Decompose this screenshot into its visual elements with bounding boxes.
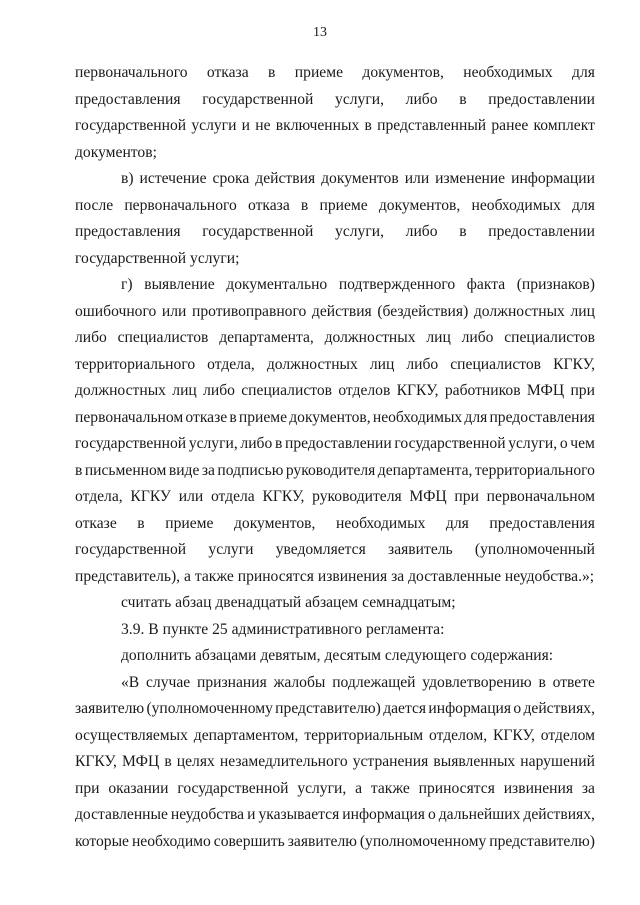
word: необходимо — [131, 832, 211, 850]
text-line — [75, 166, 595, 193]
text-line — [75, 458, 595, 485]
word: незамедлительного — [219, 753, 348, 770]
word: специалистов — [504, 329, 595, 346]
word: в — [164, 753, 172, 770]
text-line — [75, 617, 595, 644]
word: также — [370, 779, 410, 797]
text-line — [75, 325, 595, 352]
word: документально — [226, 276, 328, 293]
word: лиц — [426, 329, 451, 346]
text-line — [75, 564, 595, 591]
word: государственной — [75, 541, 187, 558]
word: КГКУ, — [262, 488, 305, 505]
word: 3.9. — [121, 620, 145, 638]
word: ответе — [552, 673, 595, 691]
word: документов, — [233, 514, 316, 532]
word: действиях, — [523, 806, 595, 823]
text-line — [75, 590, 595, 617]
word: а — [355, 779, 362, 797]
word: действиях, — [523, 700, 595, 717]
word: отделом — [540, 726, 595, 744]
word: отказа — [248, 196, 290, 214]
word: либо — [405, 90, 438, 108]
word: документов, — [362, 64, 444, 81]
word: удовлетворению — [422, 673, 532, 691]
word: в — [538, 673, 546, 691]
word: первоначального — [75, 64, 188, 81]
text-line — [75, 378, 595, 405]
word: выявление — [144, 276, 215, 293]
text-line — [75, 246, 595, 273]
word: комплект — [533, 117, 595, 134]
word: в — [300, 196, 309, 214]
text-line — [75, 802, 595, 829]
text-line — [75, 299, 595, 326]
text-line — [75, 537, 595, 564]
word: ранее — [491, 117, 529, 134]
word: не — [255, 117, 271, 134]
word: территориального — [75, 355, 196, 373]
text-line — [75, 140, 595, 167]
word: услуги; — [190, 249, 240, 267]
word: первоначальном — [75, 408, 184, 426]
word: приеме — [165, 514, 214, 532]
word: приносятся — [418, 779, 495, 797]
word: департамента, — [219, 329, 314, 346]
text-line — [75, 193, 595, 220]
word: указывается — [258, 806, 340, 823]
text-line — [75, 405, 595, 432]
text-line — [75, 272, 595, 299]
text-line — [75, 749, 595, 776]
word: в — [137, 514, 145, 532]
word: предоставления — [75, 223, 181, 240]
word: работников — [444, 382, 521, 399]
word: необходимых — [463, 64, 553, 81]
word: предоставления — [489, 514, 595, 532]
word: предоставлении — [488, 90, 595, 108]
word: услуги — [191, 117, 237, 134]
word: двенадцатый — [215, 594, 302, 611]
word: государственной — [177, 779, 289, 797]
word: услуги — [208, 541, 254, 558]
word: необходимых — [336, 514, 426, 532]
word: десятым — [324, 647, 381, 664]
word: или — [161, 302, 187, 320]
text-line — [75, 696, 595, 723]
word: информации — [511, 170, 595, 187]
word: также — [194, 567, 234, 585]
word: государственной — [75, 249, 187, 267]
word: либо — [203, 382, 235, 399]
word: КГКУ, — [75, 753, 117, 770]
word: включенных — [275, 117, 360, 134]
word: (уполномоченному — [146, 700, 273, 717]
word: о — [427, 806, 436, 823]
word: КГКУ — [130, 488, 171, 505]
word: (бездействия) — [377, 302, 469, 320]
word: отказе — [185, 408, 228, 426]
word: в — [274, 435, 283, 452]
word: государственной — [394, 435, 506, 452]
word: для — [445, 514, 469, 532]
word: истечение — [139, 170, 207, 187]
word: государственной — [202, 223, 314, 240]
text-line — [75, 87, 595, 114]
word: 25 — [212, 620, 228, 638]
text-line — [75, 60, 595, 87]
word: в — [459, 223, 467, 240]
word: лиц — [172, 382, 197, 399]
word: признания — [196, 673, 267, 691]
word: абзацем — [305, 594, 359, 611]
word: считать — [121, 594, 172, 611]
word: представленный — [377, 117, 487, 134]
word: осуществляемых — [75, 726, 188, 744]
word: факта — [466, 276, 506, 293]
word: предоставления — [489, 408, 595, 426]
word: территориального — [474, 461, 595, 479]
word: МФЦ — [409, 488, 447, 505]
word: уведомляется — [275, 541, 366, 558]
word: для — [572, 64, 595, 81]
word: руководителя — [285, 461, 376, 479]
word: отдела — [210, 488, 255, 505]
word: департаментом, — [193, 726, 299, 744]
word: либо — [75, 329, 107, 346]
text-line — [75, 113, 595, 140]
word: заявителю — [287, 832, 357, 850]
page-number: 13 — [313, 25, 327, 40]
word: абзац — [175, 594, 212, 611]
word: документов — [321, 170, 399, 187]
word: подтвержденного — [338, 276, 456, 293]
word: г) — [121, 276, 133, 293]
word: представитель), — [75, 567, 181, 585]
word: в) — [121, 170, 134, 187]
word: МФЦ — [526, 382, 565, 399]
word: оказании — [108, 779, 169, 797]
word: государственной — [75, 435, 187, 452]
word: информация — [342, 806, 425, 823]
word: отдела, — [75, 488, 123, 505]
word: дальнейших — [438, 806, 521, 823]
word: должностных — [75, 382, 166, 399]
word: виде — [168, 461, 200, 479]
word: лиц — [570, 302, 595, 320]
word: доставленные — [75, 806, 168, 823]
word: неудобства.»; — [504, 567, 595, 585]
word: которые — [75, 832, 129, 850]
text-line — [75, 352, 595, 379]
word: нарушений — [520, 753, 595, 770]
word: либо — [240, 435, 273, 452]
word: документов, — [289, 408, 371, 426]
word: КГКУ, — [396, 382, 439, 399]
word: представителю) — [489, 832, 595, 850]
word: необходимых — [471, 196, 561, 214]
word: КГКУ, — [493, 726, 535, 744]
word: либо — [405, 223, 438, 240]
word: для — [572, 196, 595, 214]
text-line — [75, 670, 595, 697]
word: случае — [146, 673, 191, 691]
word: заявитель — [388, 541, 453, 558]
word: (признаков) — [516, 276, 595, 293]
text-line — [75, 219, 595, 246]
word: подписью — [217, 461, 284, 479]
word: приеме — [294, 64, 343, 81]
word: в — [459, 90, 467, 108]
word: при — [570, 382, 595, 399]
word: и — [241, 117, 251, 134]
word: специалистов — [450, 355, 542, 373]
word: регламента: — [365, 620, 445, 638]
word: содержания: — [470, 647, 554, 664]
word: дополнить — [121, 647, 192, 664]
word: приносятся — [237, 567, 314, 585]
text-line — [75, 829, 595, 856]
word: специалистов — [117, 329, 209, 346]
word: документов, — [378, 196, 461, 214]
word: специалистов — [241, 382, 333, 399]
word: должностных — [266, 355, 358, 373]
word: семнадцатым; — [362, 594, 456, 611]
word: ошибочного — [75, 302, 157, 320]
word: отделов — [338, 382, 391, 399]
word: «В — [121, 673, 140, 691]
word: абзацами — [194, 647, 257, 664]
word: первоначального — [124, 196, 237, 214]
word: для — [464, 408, 488, 426]
text-line — [75, 723, 595, 750]
word: целях — [176, 753, 215, 770]
word: чем — [570, 435, 595, 452]
word: в — [364, 117, 372, 134]
word: пункте — [162, 620, 209, 638]
word: о — [559, 435, 568, 452]
word: услуги, — [188, 435, 238, 452]
word: в — [268, 64, 276, 81]
word: руководителя — [312, 488, 402, 505]
word: или — [404, 170, 430, 187]
word: приеме — [238, 408, 288, 426]
word: услуги, — [335, 223, 384, 240]
word: приеме — [319, 196, 368, 214]
text-line — [75, 484, 595, 511]
word: при — [454, 488, 479, 505]
word: отказа — [206, 64, 249, 81]
word: извинения — [317, 567, 388, 585]
text-line — [75, 643, 595, 670]
word: о — [513, 700, 522, 717]
word: предоставления — [75, 90, 181, 108]
word: (уполномоченному — [359, 832, 487, 850]
word: предоставлении — [285, 435, 392, 452]
word: противоправного — [191, 302, 307, 320]
word: информация — [428, 700, 512, 717]
word: отдела, — [207, 355, 255, 373]
word: выявленных — [433, 753, 516, 770]
word: в — [229, 408, 237, 426]
word: следующего — [384, 647, 467, 664]
word: письменном — [84, 461, 167, 479]
word: либо — [406, 355, 439, 373]
word: государственной — [75, 117, 187, 134]
word: устранения — [352, 753, 429, 770]
word: услуги, — [335, 90, 384, 108]
word: отделом, — [429, 726, 488, 744]
word: лиц — [369, 355, 395, 373]
word: территориальным — [304, 726, 424, 744]
word: жалобы — [273, 673, 326, 691]
word: или — [178, 488, 204, 505]
word: извинения — [503, 779, 574, 797]
text-line — [75, 431, 595, 458]
word: необходимых — [372, 408, 463, 426]
word: (уполномоченный — [474, 541, 595, 558]
word: либо — [461, 329, 494, 346]
word: при — [75, 779, 100, 797]
word: первоначальном — [486, 488, 595, 505]
word: после — [75, 196, 114, 214]
word: подлежащей — [332, 673, 416, 691]
word: В — [148, 620, 159, 638]
word: предоставлении — [488, 223, 595, 240]
word: государственной — [202, 90, 314, 108]
text-line — [75, 776, 595, 803]
word: за — [391, 567, 405, 585]
word: административного — [231, 620, 363, 638]
word: действия — [255, 170, 316, 187]
word: департамента, — [377, 461, 473, 479]
document-body — [75, 60, 595, 855]
word: девятым, — [260, 647, 321, 664]
word: срока — [212, 170, 250, 187]
word: КГКУ, — [553, 355, 595, 373]
word: в — [75, 461, 83, 479]
word: и — [247, 806, 256, 823]
word: заявителю — [75, 700, 145, 717]
word: должностных — [324, 329, 416, 346]
word: представителю) — [275, 700, 381, 717]
word: услуги, — [508, 435, 558, 452]
word: документов; — [75, 143, 157, 161]
word: МФЦ — [121, 753, 160, 770]
word: отказе — [75, 514, 117, 532]
word: изменение — [435, 170, 506, 187]
word: доставленные — [408, 567, 502, 585]
word: совершить — [213, 832, 285, 850]
word: услуги, — [297, 779, 347, 797]
word: за — [581, 779, 595, 797]
word: должностных — [473, 302, 565, 320]
word: действия — [311, 302, 372, 320]
text-line — [75, 511, 595, 538]
word: за — [201, 461, 215, 479]
word: дается — [383, 700, 427, 717]
word: неудобства — [170, 806, 245, 823]
word: а — [183, 567, 191, 585]
